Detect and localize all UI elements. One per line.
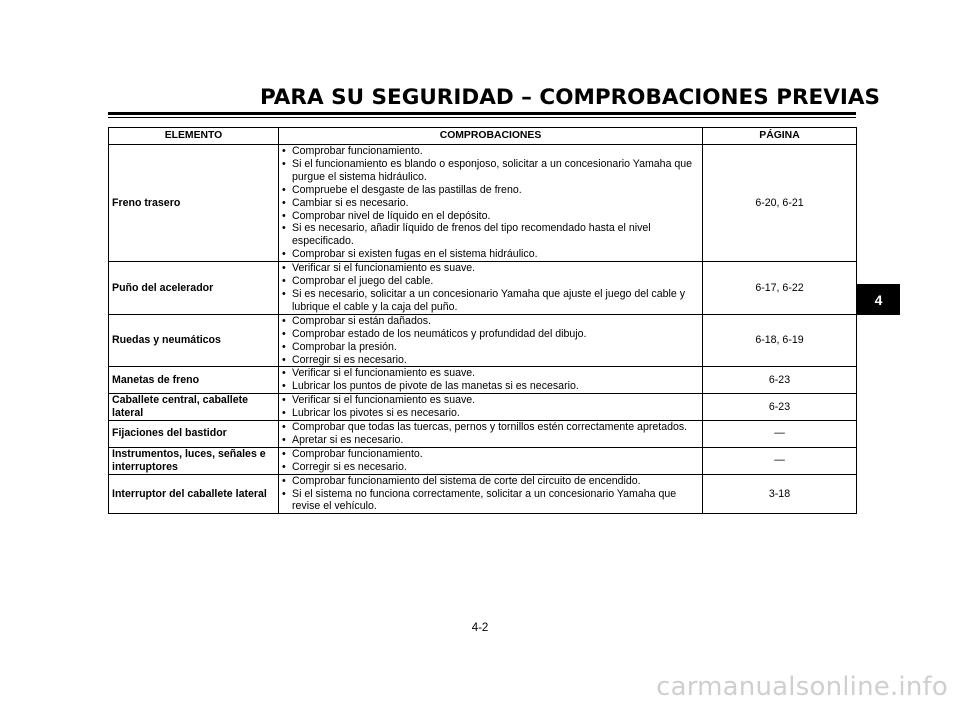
check-item: • Comprobar el juego del cable. [282,275,699,288]
checks-cell [279,367,703,394]
check-list [282,367,699,393]
check-item: • Comprobar nivel de líquido en el depósito. [282,210,699,223]
chapter-tab: 4 [857,284,900,315]
element-cell: Ruedas y neumáticos [109,314,279,367]
page-cell: 6-23 [703,394,857,421]
check-list [282,145,699,261]
check-item: • Comprobar la presión. [282,341,699,354]
check-item: • Verificar si el funcionamiento es suave. [282,367,699,380]
check-item: • Comprobar que todas las tuercas, pernos y tornillos estén correctamente apretados. [282,421,699,434]
table-row [109,474,857,514]
page-cell: 3-18 [703,474,857,514]
checks-cell [279,447,703,474]
element-cell: Freno trasero [109,145,279,262]
check-list [282,475,699,514]
table-row [109,145,857,262]
page-number: 4-2 [471,622,489,634]
checks-cell [279,474,703,514]
page-cell: 6-18, 6-19 [703,314,857,367]
table-body [109,145,857,514]
check-item: • Apretar si es necesario. [282,434,699,447]
table-row [109,447,857,474]
check-item: • Si el sistema no funciona correctamente, solicitar a un concesionario Yamaha que revise el vehículo. [282,488,699,514]
page-title: PARA SU SEGURIDAD – COMPROBACIONES PREVIAS [260,85,880,110]
check-item: • Comprobar estado de los neumáticos y profundidad del dibujo. [282,328,699,341]
column-header-page: PÁGINA [703,128,857,145]
title-rule-thin [108,117,856,118]
check-item: • Compruebe el desgaste de las pastillas de freno. [282,184,699,197]
check-list [282,421,699,447]
element-cell: Caballete central, caballete lateral [109,394,279,421]
check-item: • Si el funcionamiento es blando o esponjoso, solicitar a un concesionario Yamaha que purgue el sistema hidráulico. [282,158,699,184]
check-item: • Comprobar funcionamiento. [282,448,699,461]
table-row [109,314,857,367]
check-item: • Comprobar si están dañados. [282,315,699,328]
column-header-element: ELEMENTO [109,128,279,145]
check-item: • Corregir si es necesario. [282,354,699,367]
check-item: • Verificar si el funcionamiento es suave. [282,262,699,275]
column-header-checks: COMPROBACIONES [279,128,703,145]
check-item: • Comprobar funcionamiento del sistema de corte del circuito de encendido. [282,475,699,488]
check-item: • Corregir si es necesario. [282,461,699,474]
check-item: • Cambiar si es necesario. [282,197,699,210]
element-cell: Instrumentos, luces, señales e interruptores [109,447,279,474]
element-cell: Manetas de freno [109,367,279,394]
check-item: • Si es necesario, solicitar a un concesionario Yamaha que ajuste el juego del cable y lubrique el cable y la caja del puño. [282,288,699,314]
check-list [282,448,699,474]
element-cell: Fijaciones del bastidor [109,421,279,448]
page-cell: 6-23 [703,367,857,394]
page-cell: 6-17, 6-22 [703,262,857,315]
table-header-row [109,128,857,145]
table-row [109,262,857,315]
check-item: • Lubricar los puntos de pivote de las manetas si es necesario. [282,380,699,393]
element-cell: Interruptor del caballete lateral [109,474,279,514]
watermark: carmanualsonline.info [656,672,948,702]
checks-table [108,127,857,514]
title-rule-thick [108,112,856,115]
check-list [282,315,699,367]
check-item: • Comprobar si existen fugas en el sistema hidráulico. [282,248,699,261]
page-cell: 6-20, 6-21 [703,145,857,262]
check-list [282,394,699,420]
checks-cell [279,145,703,262]
check-item: • Comprobar funcionamiento. [282,145,699,158]
check-item: • Si es necesario, añadir líquido de frenos del tipo recomendado hasta el nivel especificado. [282,222,699,248]
checks-cell [279,262,703,315]
check-item: • Verificar si el funcionamiento es suave. [282,394,699,407]
page-cell: — [703,421,857,448]
check-list [282,262,699,314]
table-row [109,367,857,394]
table-row [109,394,857,421]
element-cell: Puño del acelerador [109,262,279,315]
checks-cell [279,314,703,367]
page-cell: — [703,447,857,474]
check-item: • Lubricar los pivotes si es necesario. [282,407,699,420]
checks-cell [279,421,703,448]
checks-cell [279,394,703,421]
table-row [109,421,857,448]
